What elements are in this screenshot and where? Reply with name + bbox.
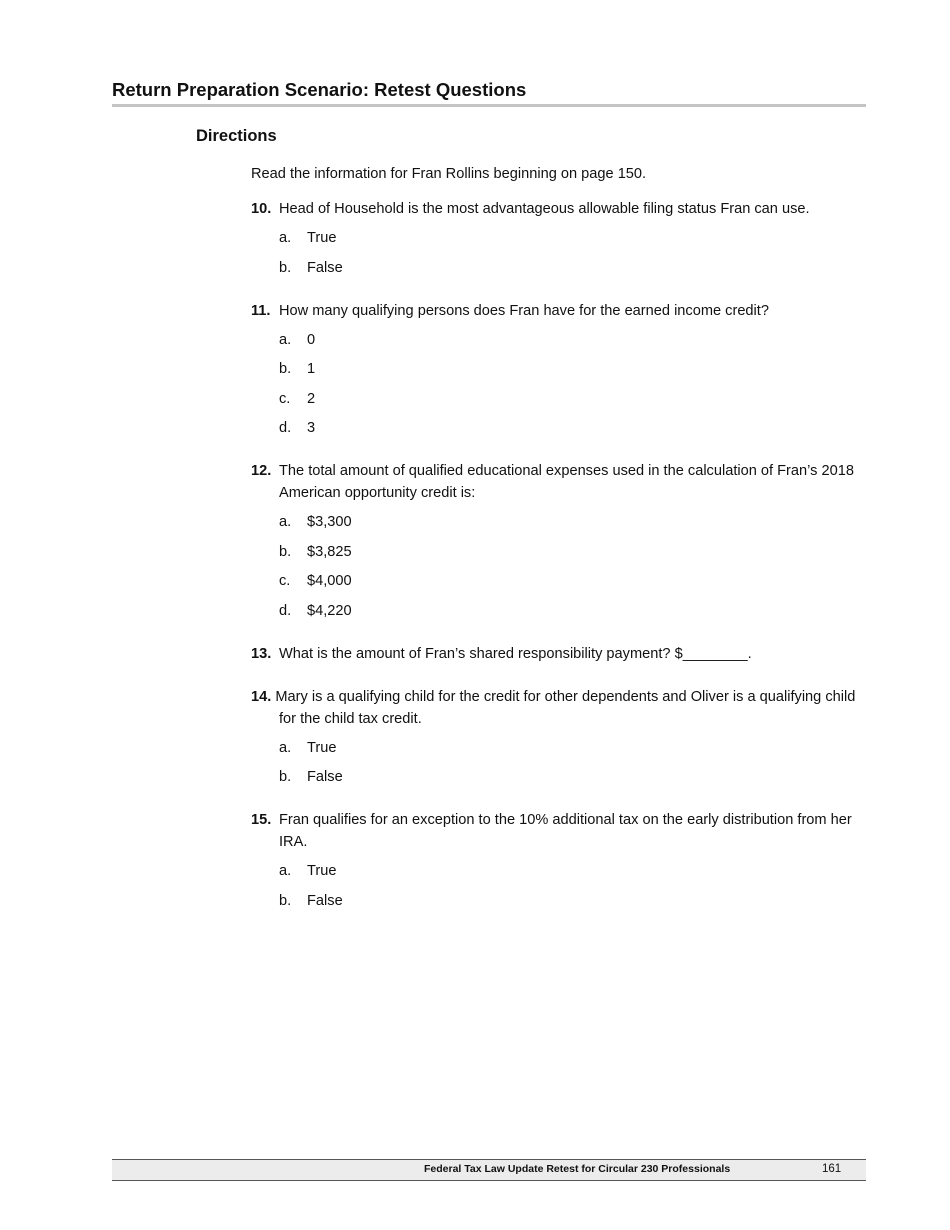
option-text: $4,220 [307, 602, 352, 619]
option-text: $4,000 [307, 573, 352, 589]
option-text: False [307, 259, 343, 276]
option-letter: c. [279, 573, 291, 589]
option-text: True [307, 739, 337, 756]
answer-option [279, 358, 871, 380]
answer-option [279, 570, 871, 592]
option-letter: b. [279, 543, 292, 560]
option-letter: a. [279, 863, 292, 879]
option-letter: b. [279, 259, 292, 276]
answer-option [279, 766, 871, 788]
question-13 [251, 643, 871, 665]
option-letter: a. [279, 230, 292, 246]
option-text: $3,825 [307, 543, 352, 560]
option-text: True [307, 863, 337, 879]
question-text: Fran qualifies for an exception to the 10% additional tax on the early distribution from her IRA. [279, 812, 852, 850]
question-number: 12. [251, 463, 272, 479]
question-number: 10. [251, 201, 272, 217]
question-15 [251, 809, 871, 912]
page-footer [112, 1159, 866, 1181]
option-letter: b. [279, 769, 292, 785]
answer-option [279, 511, 871, 533]
page-number: 161 [822, 1163, 842, 1175]
option-letter: d. [279, 420, 292, 436]
question-number: 15. [251, 812, 272, 828]
page-header [112, 79, 866, 107]
answer-option [279, 600, 871, 622]
option-text: 1 [307, 361, 316, 377]
option-letter: a. [279, 331, 292, 348]
answer-options [279, 329, 871, 440]
directions-intro: Read the information for Fran Rollins beginning on page 150. [251, 166, 647, 182]
questions-section [251, 163, 871, 933]
option-text: 3 [307, 420, 316, 436]
option-text: 0 [307, 331, 316, 348]
question-number: 13. [251, 645, 272, 662]
question-text: How many qualifying persons does Fran have for the earned income credit? [279, 302, 769, 319]
question-10 [251, 198, 871, 279]
option-text: False [307, 769, 343, 785]
question-12 [251, 460, 871, 622]
answer-options [279, 227, 871, 279]
option-text: $3,300 [307, 514, 352, 530]
answer-option [279, 890, 871, 912]
answer-options [279, 860, 871, 912]
answer-options [279, 737, 871, 789]
question-text: Head of Household is the most advantageous allowable filing status Fran can use. [279, 201, 810, 217]
option-letter: a. [279, 739, 292, 756]
option-text: 2 [307, 390, 316, 407]
option-letter: d. [279, 602, 292, 619]
option-text: True [307, 230, 337, 246]
option-letter: b. [279, 892, 292, 909]
answer-option [279, 227, 871, 249]
option-letter: c. [279, 390, 291, 407]
option-text: False [307, 892, 343, 909]
footer-title: Federal Tax Law Update Retest for Circular 230 Professionals [424, 1163, 731, 1175]
option-letter: a. [279, 514, 292, 530]
directions-heading: Directions [196, 127, 277, 145]
answer-option [279, 257, 871, 279]
answer-option [279, 417, 871, 439]
question-text: Mary is a qualifying child for the credit for other dependents and Oliver is a qualifying child for the child tax credit. [275, 688, 856, 727]
answer-options [279, 511, 871, 622]
question-text: The total amount of qualified educational expenses used in the calculation of Fran’s 2018 American opportunity credit is: [279, 463, 854, 501]
answer-option [279, 860, 871, 882]
page-title: Return Preparation Scenario: Retest Questions [112, 79, 527, 100]
answer-option [279, 388, 871, 410]
question-number: 11. [251, 302, 271, 319]
answer-option [279, 329, 871, 351]
answer-option [279, 737, 871, 759]
answer-option [279, 541, 871, 563]
question-14 [251, 686, 871, 789]
question-text: What is the amount of Fran’s shared responsibility payment? $________. [279, 645, 752, 662]
question-number: 14. [251, 688, 272, 705]
option-letter: b. [279, 361, 292, 377]
question-11 [251, 300, 871, 440]
